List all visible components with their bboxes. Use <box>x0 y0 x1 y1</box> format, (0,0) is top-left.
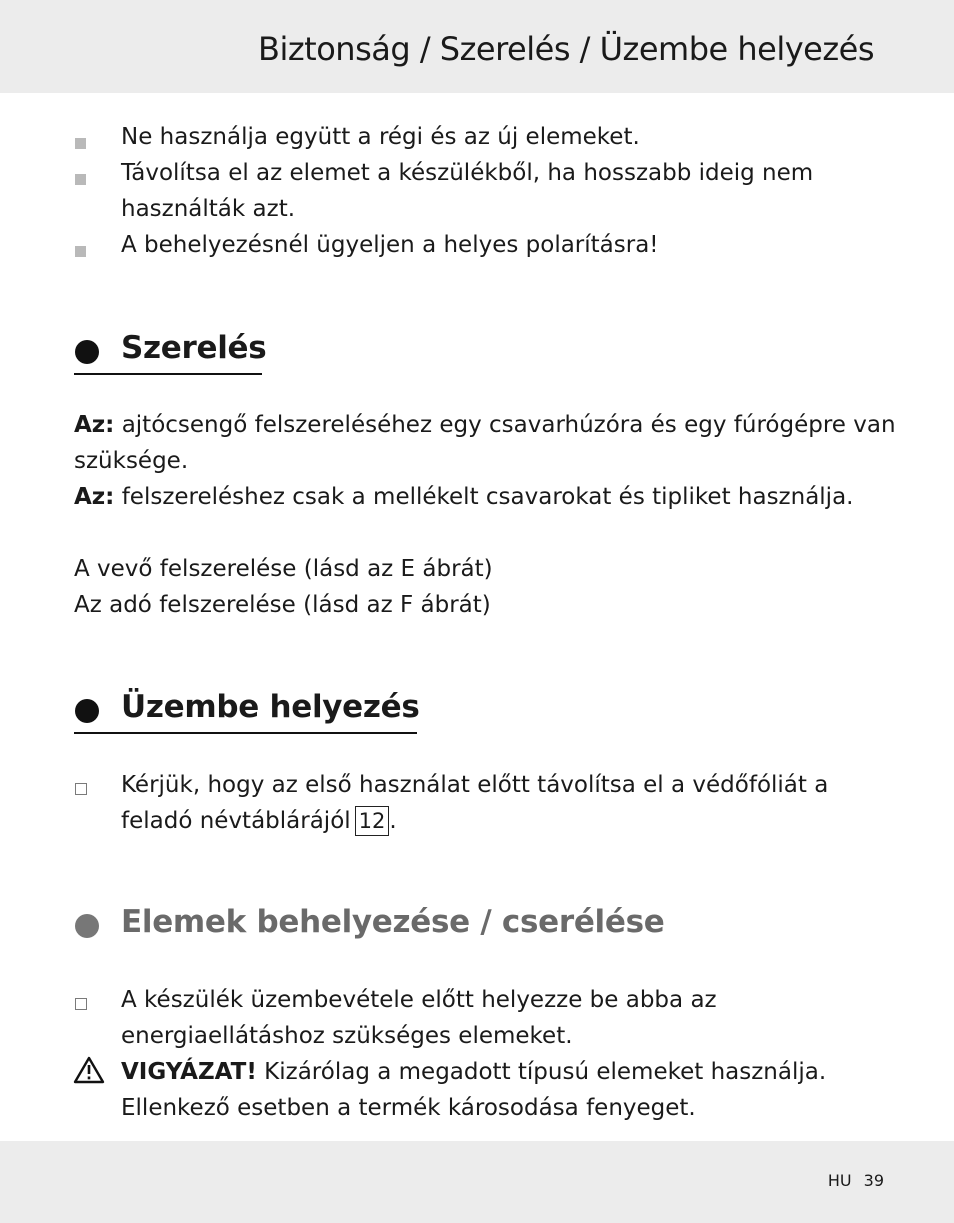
section-heading: Elemek behelyezése / cserélése <box>121 904 665 940</box>
checkbox-bullet-icon <box>75 998 87 1010</box>
page-title: Biztonság / Szerelés / Üzembe helyezés <box>258 30 874 68</box>
list-item: A készülék üzembevétele előtt helyezze be abba az <box>121 987 717 1013</box>
section-heading: Szerelés <box>121 330 267 366</box>
section-heading: Üzembe helyezés <box>121 689 420 725</box>
square-bullet-icon <box>75 138 86 149</box>
square-bullet-icon <box>75 174 86 185</box>
page-header <box>0 0 954 93</box>
square-bullet-icon <box>75 246 86 257</box>
heading-underline <box>74 373 262 375</box>
section-bullet-icon <box>75 914 99 938</box>
page-number: 39 <box>863 1171 884 1190</box>
warning-message: Kizárólag a megadott típusú elemeket használja. <box>256 1059 827 1085</box>
footer-info <box>828 1171 884 1190</box>
warning-text-continuation: Ellenkező esetben a termék károsodása fenyeget. <box>121 1095 696 1121</box>
section-bullet-icon <box>75 699 99 723</box>
item-text: feladó névtáblárájól <box>121 808 351 834</box>
receiver-mounting-text: A vevő felszerelése (lásd az E ábrát) <box>74 556 493 582</box>
language-code: HU <box>827 1171 852 1190</box>
list-item: Kérjük, hogy az első használat előtt távolítsa el a védőfóliát a <box>121 772 829 798</box>
warning-text <box>121 1054 826 1090</box>
list-item-continuation: energiaellátáshoz szükséges elemeket. <box>121 1023 573 1049</box>
note-text: ajtócsengő felszereléséhez egy csavarhúzóra és egy fúrógépre van <box>114 412 896 438</box>
note-label: Az: <box>74 412 115 438</box>
warning-label: VIGYÁZAT! <box>121 1059 257 1085</box>
mounting-note-2 <box>74 479 853 515</box>
reference-number: 12 <box>355 806 390 836</box>
note-label: Az: <box>74 484 115 510</box>
mounting-note-1-continuation: szüksége. <box>74 448 189 474</box>
heading-underline <box>74 732 417 734</box>
warning-triangle-icon <box>73 1056 105 1084</box>
list-item: Távolítsa el az elemet a készülékből, ha hosszabb ideig nem <box>121 160 814 186</box>
item-punctuation: . <box>389 808 397 834</box>
list-item: Ne használja együtt a régi és az új elemeket. <box>121 124 640 150</box>
note-text: felszereléshez csak a mellékelt csavarokat és tipliket használja. <box>114 484 854 510</box>
mounting-note-1 <box>74 407 896 443</box>
page-footer <box>0 1141 954 1223</box>
list-item-continuation: használták azt. <box>121 196 296 222</box>
list-item-continuation <box>121 803 397 839</box>
section-bullet-icon <box>75 340 99 364</box>
transmitter-mounting-text: Az adó felszerelése (lásd az F ábrát) <box>74 592 491 618</box>
list-item: A behelyezésnél ügyeljen a helyes polarításra! <box>121 232 659 258</box>
checkbox-bullet-icon <box>75 783 87 795</box>
